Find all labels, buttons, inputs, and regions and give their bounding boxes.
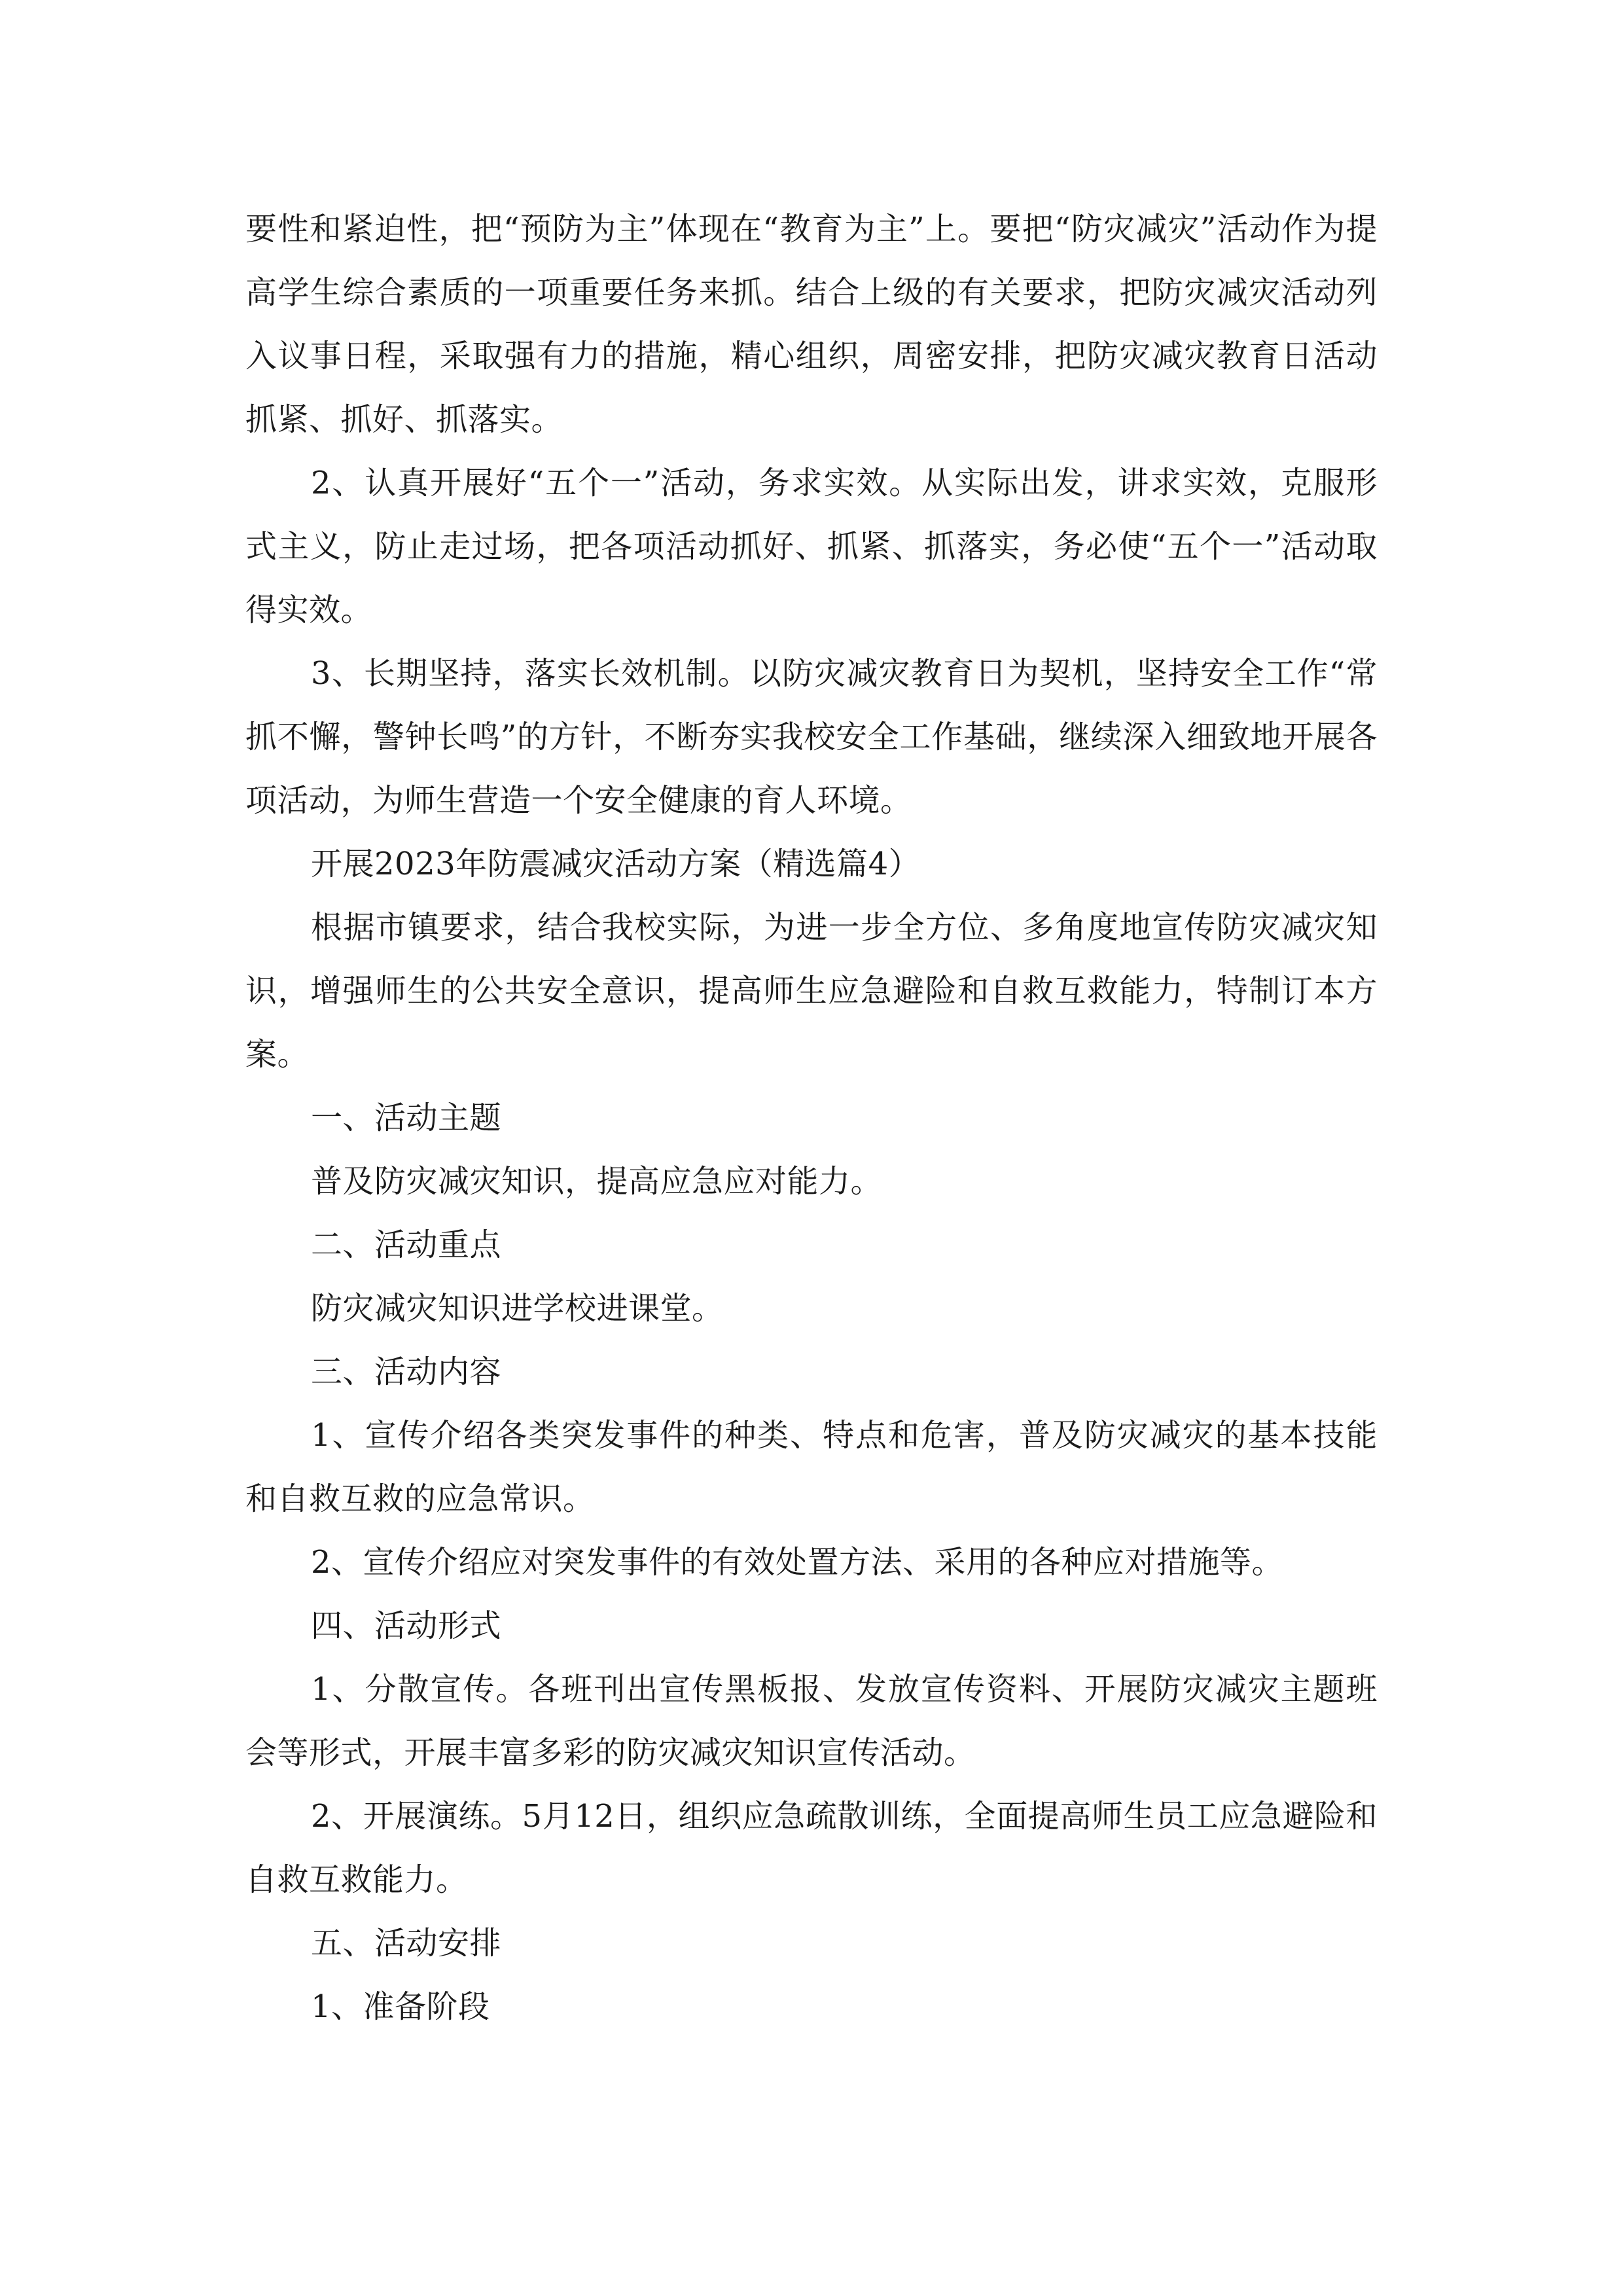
paragraph-continuation: 要性和紧迫性，把“预防为主”体现在“教育为主”上。要把“防灾减灾”活动作为提高学生综合素质的一项重要任务来抓。结合上级的有关要求，把防灾减灾活动列入议事日程，采取强有力的措施，精心组织，周密安排，把防灾减灾教育日活动抓紧、抓好、抓落实。 [245,211,1378,438]
heading-activity-content: 三、活动内容 [311,1354,502,1390]
paragraph-content-1: 1、宣传介绍各类突发事件的种类、特点和危害，普及防灾减灾的基本技能和自救互救的应急常识。 [245,1417,1378,1517]
paragraph-intro: 根据市镇要求，结合我校实际，为进一步全方位、多角度地宣传防灾减灾知识，增强师生的公共安全意识，提高师生应急避险和自救互救能力，特制订本方案。 [245,909,1378,1073]
heading-activity-form: 四、活动形式 [311,1607,502,1644]
paragraph-form-2: 2、开展演练。5月12日，组织应急疏散训练，全面提高师生员工应急避险和自救互救能力。 [245,1798,1378,1898]
paragraph-schedule-1: 1、准备阶段 [311,1988,490,2025]
document-body [245,198,1378,2039]
paragraph-focus: 防灾减灾知识进学校进课堂。 [311,1290,724,1327]
section-title: 开展2023年防震减灾活动方案（精选篇4） [311,846,921,882]
paragraph-item-2: 2、认真开展好“五个一”活动，务求实效。从实际出发，讲求实效，克服形式主义，防止走过场，把各项活动抓好、抓紧、抓落实，务必使“五个一”活动取得实效。 [245,465,1378,628]
paragraph-form-1: 1、分散宣传。各班刊出宣传黑板报、发放宣传资料、开展防灾减灾主题班会等形式，开展丰富多彩的防灾减灾知识宣传活动。 [245,1671,1378,1771]
paragraph-item-3: 3、长期坚持，落实长效机制。以防灾减灾教育日为契机，坚持安全工作“常抓不懈，警钟长鸣”的方针，不断夯实我校安全工作基础，继续深入细致地开展各项活动，为师生营造一个安全健康的育人环境。 [245,655,1378,819]
heading-activity-focus: 二、活动重点 [311,1227,502,1263]
paragraph-content-2: 2、宣传介绍应对突发事件的有效处置方法、采用的各种应对措施等。 [311,1544,1284,1581]
paragraph-theme: 普及防灾减灾知识，提高应急应对能力。 [311,1163,883,1200]
heading-activity-schedule: 五、活动安排 [311,1925,502,1962]
heading-activity-theme: 一、活动主题 [311,1100,502,1136]
